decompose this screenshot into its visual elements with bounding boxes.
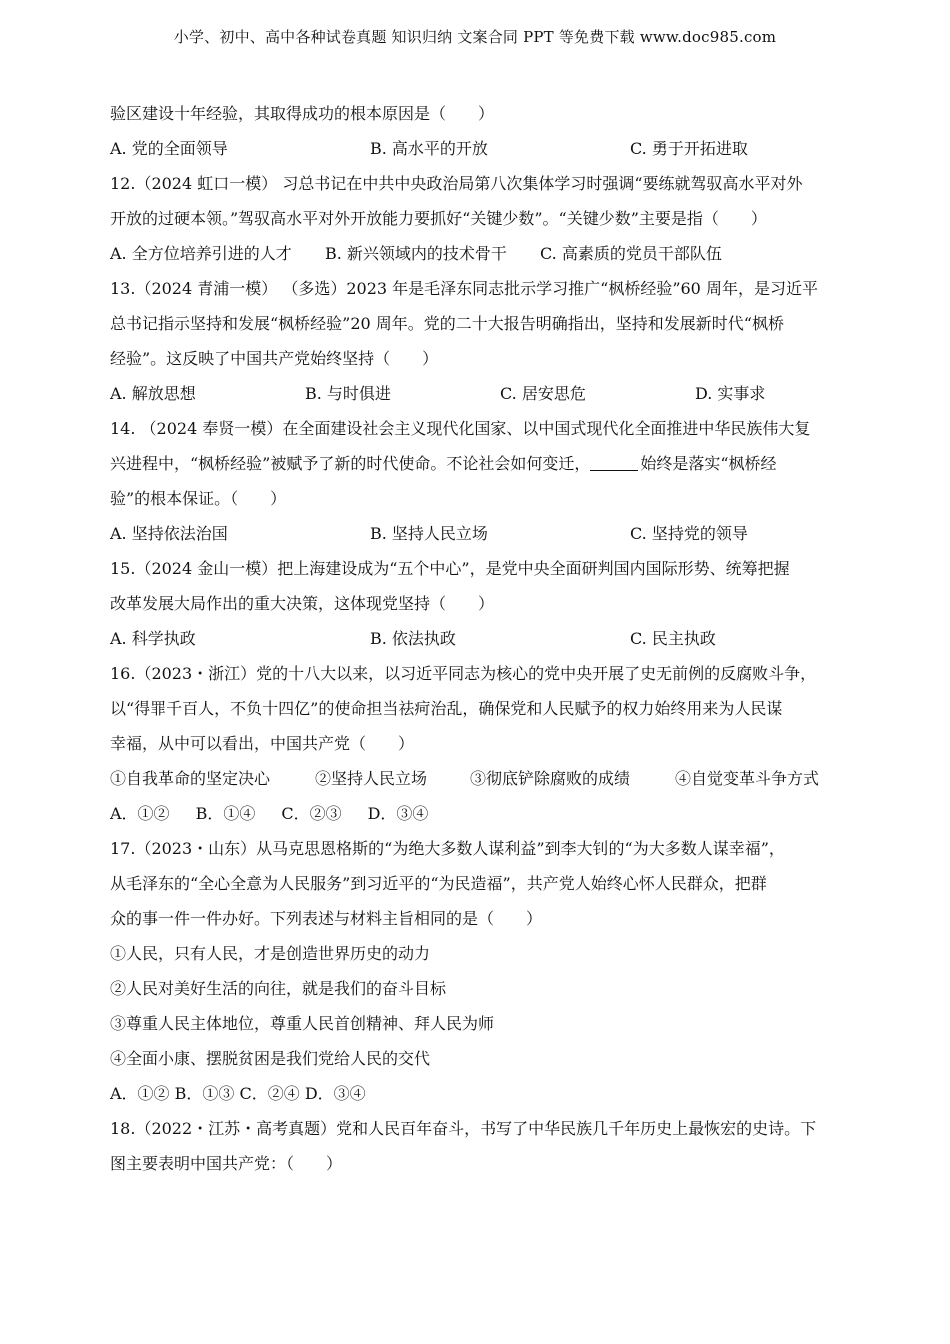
q12-option-b[interactable]: B. 新兴领域内的技术骨干 — [325, 244, 507, 263]
q14-line-1: 14. （2024 奉贤一模）在全面建设社会主义现代化国家、以中国式现代化全面推进中华民族伟大复 — [110, 419, 811, 438]
q12-option-a[interactable]: A. 全方位培养引进的人才 — [110, 244, 292, 263]
q13-option-d[interactable]: D. 实事求 — [695, 384, 766, 403]
q15-options — [110, 625, 850, 660]
q16-choice-b[interactable]: B．①④ — [195, 804, 256, 823]
q14-line-3: 验”的根本保证。（ ） — [110, 489, 287, 508]
q13-line-3: 经验”。这反映了中国共产党始终坚持（ ） — [110, 349, 439, 368]
q17-choices[interactable]: A．①② B．①③ C．②④ D．③④ — [110, 1084, 366, 1103]
q11-tail: 验区建设十年经验，其取得成功的根本原因是（ ） — [110, 104, 495, 123]
q17-line-1: 17.（2023・山东）从马克思恩格斯的“为绝大多数人谋利益”到李大钊的“为大多数人谋幸福”， — [110, 839, 785, 858]
q16-choice-a[interactable]: A．①② — [110, 804, 170, 823]
q16-line-2: 以“得罪千百人，不负十四亿”的使命担当祛疴治乱，确保党和人民赋予的权力始终用来为人民谋 — [110, 699, 783, 718]
q18-line-2: 图主要表明中国共产党：（ ） — [110, 1154, 343, 1173]
q14-option-a[interactable]: A. 坚持依法治国 — [110, 524, 228, 543]
q13-option-b[interactable]: B. 与时俱进 — [305, 384, 391, 403]
q15-option-c[interactable]: C. 民主执政 — [630, 629, 716, 648]
q12-line-2: 开放的过硬本领。”驾驭高水平对外开放能力要抓好“关键少数”。“关键少数”主要是指（ ） — [110, 209, 767, 228]
q11-option-b[interactable]: B. 高水平的开放 — [370, 139, 488, 158]
q11-option-c[interactable]: C. 勇于开拓进取 — [630, 139, 748, 158]
q15-option-b[interactable]: B. 依法执政 — [370, 629, 456, 648]
q12-option-c[interactable]: C. 高素质的党员干部队伍 — [540, 244, 722, 263]
q16-line-1: 16.（2023・浙江）党的十八大以来，以习近平同志为核心的党中央开展了史无前例的反腐败斗争， — [110, 664, 817, 683]
question-list — [110, 100, 850, 1185]
q13-options — [110, 380, 850, 415]
q17-statement-2: ②人民对美好生活的向往，就是我们的奋斗目标 — [110, 979, 447, 998]
q11-option-a[interactable]: A. 党的全面领导 — [110, 139, 228, 158]
q17-statement-1: ①人民，只有人民，才是创造世界历史的动力 — [110, 944, 431, 963]
q14-line-2 — [110, 450, 850, 485]
q16-choice-d[interactable]: D．③④ — [367, 804, 429, 823]
q15-line-1: 15.（2024 金山一模）把上海建设成为“五个中心”，是党中央全面研判国内国际形势、统筹把握 — [110, 559, 790, 578]
q14-line-2-after: 始终是落实“枫桥经 — [640, 454, 777, 473]
q14-option-c[interactable]: C. 坚持党的领导 — [630, 524, 748, 543]
q14-answer-blank — [590, 452, 638, 471]
q13-option-a[interactable]: A. 解放思想 — [110, 384, 196, 403]
q18-line-1: 18.（2022・江苏・高考真题）党和人民百年奋斗，书写了中华民族几千年历史上最恢宏的史诗。下 — [110, 1119, 817, 1138]
q16-choices — [110, 800, 850, 835]
q11-options — [110, 135, 850, 170]
q14-option-b[interactable]: B. 坚持人民立场 — [370, 524, 488, 543]
site-header: 小学、初中、高中各种试卷真题 知识归纳 文案合同 PPT 等免费下载 www.doc985.com — [173, 28, 777, 46]
q14-line-2-before: 兴进程中，“枫桥经验”被赋予了新的时代使命。不论社会如何变迁， — [110, 454, 591, 473]
q12-line-1: 12.（2024 虹口一模） 习总书记在中共中央政治局第八次集体学习时强调“要练就驾驭高水平对外 — [110, 174, 803, 193]
q15-line-2: 改革发展大局作出的重大决策，这体现党坚持（ ） — [110, 594, 495, 613]
q14-options — [110, 520, 850, 555]
q12-options — [110, 240, 850, 275]
q17-line-2: 从毛泽东的“全心全意为人民服务”到习近平的“为民造福”，共产党人始终心怀人民群众，把群 — [110, 874, 767, 893]
q16-statements — [110, 765, 850, 800]
q15-option-a[interactable]: A. 科学执政 — [110, 629, 196, 648]
q17-statement-4: ④全面小康、摆脱贫困是我们党给人民的交代 — [110, 1049, 431, 1068]
q16-statement-2: ②坚持人民立场 — [315, 769, 428, 788]
q16-choice-c[interactable]: C．②③ — [281, 804, 342, 823]
q16-statement-3: ③彻底铲除腐败的成绩 — [470, 769, 631, 788]
q13-option-c[interactable]: C. 居安思危 — [500, 384, 586, 403]
q13-line-2: 总书记指示坚持和发展“枫桥经验”20 周年。党的二十大报告明确指出，坚持和发展新时代“枫桥 — [110, 314, 784, 333]
q13-line-1: 13.（2024 青浦一模） （多选）2023 年是毛泽东同志批示学习推广“枫桥经验”60 周年，是习近平 — [110, 279, 818, 298]
q16-statement-1: ①自我革命的坚定决心 — [110, 769, 271, 788]
q17-line-3: 众的事一件一件办好。下列表述与材料主旨相同的是（ ） — [110, 909, 543, 928]
q17-statement-3: ③尊重人民主体地位，尊重人民首创精神、拜人民为师 — [110, 1014, 495, 1033]
q16-statement-4: ④自觉变革斗争方式 — [675, 769, 820, 788]
q16-line-3: 幸福，从中可以看出，中国共产党（ ） — [110, 734, 415, 753]
